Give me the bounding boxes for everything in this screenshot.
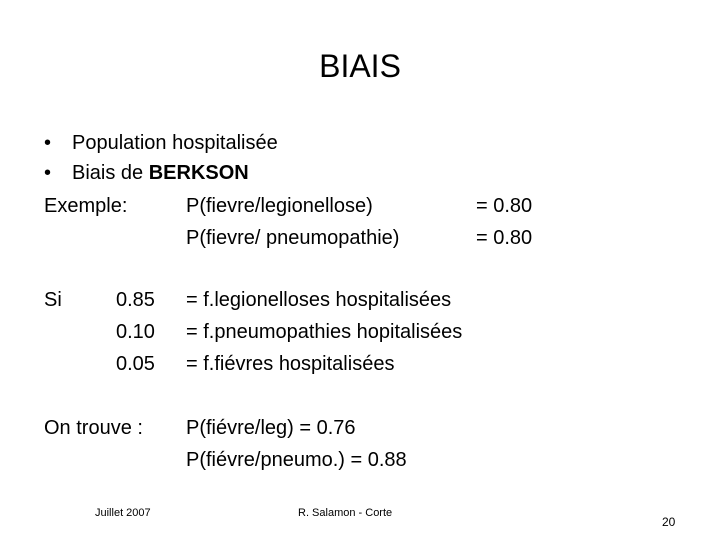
bullet-biais-prefix: Biais de <box>72 162 149 184</box>
bullet-biais-bold: BERKSON <box>148 162 249 184</box>
si-label: Si <box>44 289 62 311</box>
si-desc-3: = f.fiévres hospitalisées <box>186 353 395 375</box>
si-value-2: 0.10 <box>116 321 155 343</box>
on-trouve-label: On trouve : <box>44 417 143 439</box>
exemple-expr-1: P(fievre/legionellose) <box>186 195 373 217</box>
si-value-3: 0.05 <box>116 353 155 375</box>
exemple-expr-2: P(fievre/ pneumopathie) <box>186 227 400 249</box>
page-number: 20 <box>662 515 676 529</box>
footer-author: R. Salamon - Corte <box>298 507 393 519</box>
on-trouve-row-1: P(fiévre/leg) = 0.76 <box>186 417 356 439</box>
si-value-1: 0.85 <box>116 289 155 311</box>
bullet-biais <box>72 162 249 185</box>
exemple-value-1: = 0.80 <box>476 195 533 217</box>
si-desc-2: = f.pneumopathies hopitalisées <box>186 321 463 343</box>
on-trouve-row-2: P(fiévre/pneumo.) = 0.88 <box>186 449 407 471</box>
exemple-value-2: = 0.80 <box>476 227 533 249</box>
bullet-dot-icon: • <box>44 162 52 184</box>
bullet-population: Population hospitalisée <box>72 132 278 154</box>
slide-title: BIAIS <box>319 48 401 84</box>
si-desc-1: = f.legionelloses hospitalisées <box>186 289 452 311</box>
exemple-label: Exemple: <box>44 195 128 217</box>
bullet-dot-icon: • <box>44 132 52 154</box>
footer-date: Juillet 2007 <box>95 507 151 519</box>
